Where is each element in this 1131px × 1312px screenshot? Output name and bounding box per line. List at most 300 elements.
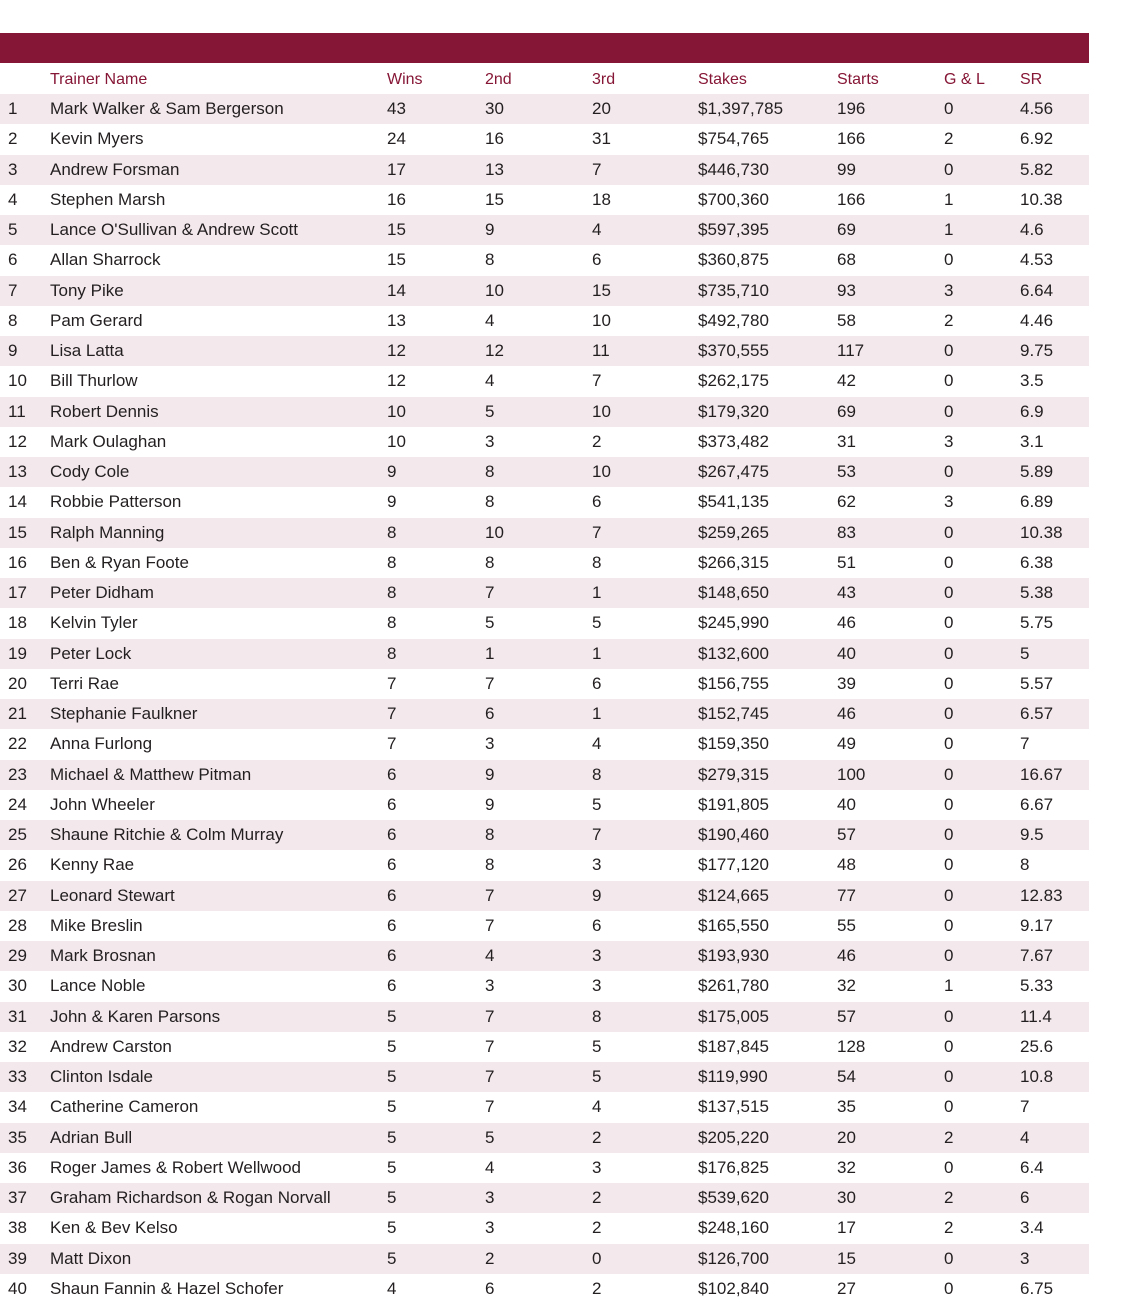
cell-wins: 7 (387, 699, 485, 729)
cell-wins: 6 (387, 760, 485, 790)
table-row (0, 94, 1089, 124)
table-row (0, 1123, 1089, 1153)
cell-wins: 24 (387, 124, 485, 154)
table-row (0, 245, 1089, 275)
cell-trainer-name: Stephanie Faulkner (50, 699, 387, 729)
cell-rank: 7 (0, 276, 50, 306)
cell-second: 3 (485, 427, 592, 457)
cell-starts: 46 (837, 941, 944, 971)
cell-starts: 68 (837, 245, 944, 275)
table-row (0, 306, 1089, 336)
cell-g-and-l: 2 (944, 1123, 1020, 1153)
cell-wins: 12 (387, 336, 485, 366)
table-row (0, 276, 1089, 306)
cell-stakes: $175,005 (698, 1002, 837, 1032)
cell-wins: 8 (387, 639, 485, 669)
cell-trainer-name: Kevin Myers (50, 124, 387, 154)
cell-starts: 57 (837, 820, 944, 850)
cell-stakes: $191,805 (698, 790, 837, 820)
cell-stakes: $492,780 (698, 306, 837, 336)
cell-trainer-name: Ralph Manning (50, 518, 387, 548)
cell-trainer-name: Michael & Matthew Pitman (50, 760, 387, 790)
cell-wins: 9 (387, 487, 485, 517)
cell-wins: 5 (387, 1213, 485, 1243)
cell-wins: 15 (387, 215, 485, 245)
cell-g-and-l: 2 (944, 306, 1020, 336)
header-second: 2nd (485, 70, 512, 88)
table-row (0, 518, 1089, 548)
cell-second: 4 (485, 366, 592, 396)
cell-stakes: $446,730 (698, 155, 837, 185)
cell-third: 4 (592, 215, 698, 245)
cell-sr: 7.67 (1020, 941, 1089, 971)
cell-g-and-l: 2 (944, 124, 1020, 154)
cell-second: 30 (485, 94, 592, 124)
cell-trainer-name: Mark Walker & Sam Bergerson (50, 94, 387, 124)
cell-sr: 25.6 (1020, 1032, 1089, 1062)
cell-trainer-name: Matt Dixon (50, 1244, 387, 1274)
cell-third: 1 (592, 578, 698, 608)
cell-second: 10 (485, 518, 592, 548)
cell-second: 15 (485, 185, 592, 215)
cell-stakes: $124,665 (698, 881, 837, 911)
cell-second: 7 (485, 1032, 592, 1062)
cell-g-and-l: 0 (944, 881, 1020, 911)
cell-starts: 77 (837, 881, 944, 911)
cell-third: 10 (592, 306, 698, 336)
cell-sr: 6.38 (1020, 548, 1089, 578)
cell-third: 6 (592, 245, 698, 275)
cell-stakes: $205,220 (698, 1123, 837, 1153)
cell-rank: 32 (0, 1032, 50, 1062)
cell-rank: 8 (0, 306, 50, 336)
cell-trainer-name: Pam Gerard (50, 306, 387, 336)
cell-stakes: $370,555 (698, 336, 837, 366)
table-row (0, 1062, 1089, 1092)
table-row (0, 1274, 1089, 1304)
cell-rank: 19 (0, 639, 50, 669)
cell-trainer-name: Andrew Forsman (50, 155, 387, 185)
cell-wins: 16 (387, 185, 485, 215)
cell-starts: 48 (837, 850, 944, 880)
cell-sr: 4.6 (1020, 215, 1089, 245)
cell-rank: 27 (0, 881, 50, 911)
cell-sr: 4 (1020, 1123, 1089, 1153)
cell-sr: 6.67 (1020, 790, 1089, 820)
cell-rank: 25 (0, 820, 50, 850)
cell-stakes: $156,755 (698, 669, 837, 699)
cell-sr: 6.64 (1020, 276, 1089, 306)
cell-sr: 9.75 (1020, 336, 1089, 366)
cell-g-and-l: 0 (944, 518, 1020, 548)
cell-wins: 6 (387, 911, 485, 941)
cell-sr: 10.38 (1020, 518, 1089, 548)
cell-third: 5 (592, 1032, 698, 1062)
cell-second: 10 (485, 276, 592, 306)
cell-wins: 6 (387, 790, 485, 820)
cell-sr: 3.4 (1020, 1213, 1089, 1243)
header-starts: Starts (837, 70, 879, 88)
cell-trainer-name: Roger James & Robert Wellwood (50, 1153, 387, 1183)
cell-second: 3 (485, 1213, 592, 1243)
cell-sr: 7 (1020, 1092, 1089, 1122)
cell-starts: 117 (837, 336, 944, 366)
cell-trainer-name: Peter Didham (50, 578, 387, 608)
table-row (0, 1153, 1089, 1183)
cell-g-and-l: 0 (944, 155, 1020, 185)
cell-g-and-l: 0 (944, 245, 1020, 275)
cell-third: 2 (592, 1213, 698, 1243)
cell-third: 15 (592, 276, 698, 306)
cell-stakes: $735,710 (698, 276, 837, 306)
cell-third: 3 (592, 850, 698, 880)
cell-g-and-l: 0 (944, 397, 1020, 427)
cell-rank: 15 (0, 518, 50, 548)
cell-trainer-name: Kenny Rae (50, 850, 387, 880)
cell-starts: 54 (837, 1062, 944, 1092)
cell-third: 5 (592, 608, 698, 638)
table-row (0, 366, 1089, 396)
cell-starts: 42 (837, 366, 944, 396)
cell-trainer-name: Anna Furlong (50, 729, 387, 759)
cell-g-and-l: 0 (944, 608, 1020, 638)
cell-wins: 5 (387, 1244, 485, 1274)
cell-stakes: $193,930 (698, 941, 837, 971)
cell-starts: 31 (837, 427, 944, 457)
cell-starts: 57 (837, 1002, 944, 1032)
cell-rank: 18 (0, 608, 50, 638)
cell-g-and-l: 0 (944, 760, 1020, 790)
cell-rank: 33 (0, 1062, 50, 1092)
cell-third: 4 (592, 1092, 698, 1122)
cell-trainer-name: Terri Rae (50, 669, 387, 699)
cell-second: 7 (485, 669, 592, 699)
cell-starts: 27 (837, 1274, 944, 1304)
cell-sr: 11.4 (1020, 1002, 1089, 1032)
cell-starts: 49 (837, 729, 944, 759)
cell-wins: 15 (387, 245, 485, 275)
cell-stakes: $700,360 (698, 185, 837, 215)
header-sr: SR (1020, 70, 1043, 88)
cell-stakes: $245,990 (698, 608, 837, 638)
table-row (0, 639, 1089, 669)
cell-rank: 20 (0, 669, 50, 699)
table-row (0, 1032, 1089, 1062)
table-row (0, 820, 1089, 850)
cell-g-and-l: 0 (944, 790, 1020, 820)
header-trainer-name: Trainer Name (50, 70, 148, 88)
cell-g-and-l: 0 (944, 1062, 1020, 1092)
cell-trainer-name: Shaune Ritchie & Colm Murray (50, 820, 387, 850)
cell-rank: 16 (0, 548, 50, 578)
table-row (0, 457, 1089, 487)
table-row (0, 729, 1089, 759)
table-title-banner (0, 33, 1089, 63)
cell-second: 3 (485, 1183, 592, 1213)
cell-g-and-l: 0 (944, 366, 1020, 396)
table-row (0, 760, 1089, 790)
cell-second: 7 (485, 1002, 592, 1032)
table-row (0, 578, 1089, 608)
cell-rank: 2 (0, 124, 50, 154)
cell-wins: 14 (387, 276, 485, 306)
cell-third: 3 (592, 941, 698, 971)
table-row (0, 850, 1089, 880)
cell-third: 10 (592, 457, 698, 487)
cell-third: 7 (592, 820, 698, 850)
cell-stakes: $262,175 (698, 366, 837, 396)
cell-trainer-name: Graham Richardson & Rogan Norvall (50, 1183, 387, 1213)
cell-second: 6 (485, 699, 592, 729)
cell-sr: 6.75 (1020, 1274, 1089, 1304)
cell-sr: 6.57 (1020, 699, 1089, 729)
cell-trainer-name: Mark Brosnan (50, 941, 387, 971)
cell-g-and-l: 0 (944, 1274, 1020, 1304)
cell-second: 7 (485, 881, 592, 911)
cell-second: 3 (485, 729, 592, 759)
cell-sr: 5.75 (1020, 608, 1089, 638)
cell-starts: 46 (837, 699, 944, 729)
cell-trainer-name: Peter Lock (50, 639, 387, 669)
cell-wins: 5 (387, 1002, 485, 1032)
cell-wins: 10 (387, 397, 485, 427)
cell-rank: 23 (0, 760, 50, 790)
table-row (0, 1183, 1089, 1213)
cell-wins: 9 (387, 457, 485, 487)
cell-rank: 36 (0, 1153, 50, 1183)
cell-stakes: $179,320 (698, 397, 837, 427)
cell-trainer-name: Lance Noble (50, 971, 387, 1001)
cell-g-and-l: 0 (944, 1002, 1020, 1032)
cell-sr: 3.1 (1020, 427, 1089, 457)
cell-second: 7 (485, 911, 592, 941)
cell-stakes: $597,395 (698, 215, 837, 245)
cell-starts: 83 (837, 518, 944, 548)
cell-starts: 58 (837, 306, 944, 336)
table-row (0, 427, 1089, 457)
cell-rank: 31 (0, 1002, 50, 1032)
cell-sr: 12.83 (1020, 881, 1089, 911)
cell-rank: 38 (0, 1213, 50, 1243)
cell-rank: 11 (0, 397, 50, 427)
cell-sr: 4.46 (1020, 306, 1089, 336)
cell-third: 6 (592, 669, 698, 699)
cell-g-and-l: 0 (944, 1032, 1020, 1062)
cell-stakes: $248,160 (698, 1213, 837, 1243)
table-row (0, 155, 1089, 185)
cell-sr: 4.53 (1020, 245, 1089, 275)
cell-third: 2 (592, 1183, 698, 1213)
cell-wins: 6 (387, 941, 485, 971)
cell-second: 6 (485, 1274, 592, 1304)
cell-trainer-name: Adrian Bull (50, 1123, 387, 1153)
header-stakes: Stakes (698, 70, 747, 88)
table-row (0, 881, 1089, 911)
cell-sr: 5.82 (1020, 155, 1089, 185)
cell-second: 9 (485, 790, 592, 820)
cell-third: 9 (592, 881, 698, 911)
cell-third: 18 (592, 185, 698, 215)
cell-wins: 5 (387, 1062, 485, 1092)
cell-sr: 3.5 (1020, 366, 1089, 396)
cell-g-and-l: 0 (944, 548, 1020, 578)
cell-second: 8 (485, 457, 592, 487)
cell-g-and-l: 1 (944, 971, 1020, 1001)
cell-starts: 17 (837, 1213, 944, 1243)
header-row (0, 63, 1089, 94)
header-third: 3rd (592, 70, 616, 88)
cell-rank: 37 (0, 1183, 50, 1213)
cell-wins: 5 (387, 1153, 485, 1183)
cell-stakes: $119,990 (698, 1062, 837, 1092)
cell-g-and-l: 2 (944, 1213, 1020, 1243)
cell-wins: 7 (387, 669, 485, 699)
cell-g-and-l: 0 (944, 699, 1020, 729)
cell-third: 8 (592, 760, 698, 790)
cell-trainer-name: Robbie Patterson (50, 487, 387, 517)
table-row (0, 487, 1089, 517)
cell-third: 6 (592, 487, 698, 517)
cell-trainer-name: John & Karen Parsons (50, 1002, 387, 1032)
cell-wins: 12 (387, 366, 485, 396)
cell-trainer-name: Mike Breslin (50, 911, 387, 941)
cell-stakes: $1,397,785 (698, 94, 837, 124)
cell-starts: 166 (837, 124, 944, 154)
cell-g-and-l: 0 (944, 94, 1020, 124)
cell-third: 5 (592, 1062, 698, 1092)
cell-wins: 5 (387, 1092, 485, 1122)
cell-starts: 40 (837, 790, 944, 820)
cell-third: 1 (592, 699, 698, 729)
cell-second: 9 (485, 215, 592, 245)
cell-g-and-l: 0 (944, 850, 1020, 880)
cell-second: 2 (485, 1244, 592, 1274)
cell-starts: 39 (837, 669, 944, 699)
cell-second: 8 (485, 245, 592, 275)
cell-third: 4 (592, 729, 698, 759)
cell-trainer-name: Bill Thurlow (50, 366, 387, 396)
cell-second: 5 (485, 1123, 592, 1153)
cell-rank: 17 (0, 578, 50, 608)
cell-second: 7 (485, 1062, 592, 1092)
cell-wins: 10 (387, 427, 485, 457)
cell-rank: 9 (0, 336, 50, 366)
table-row (0, 669, 1089, 699)
cell-g-and-l: 0 (944, 336, 1020, 366)
cell-g-and-l: 3 (944, 276, 1020, 306)
cell-g-and-l: 0 (944, 578, 1020, 608)
cell-sr: 9.17 (1020, 911, 1089, 941)
cell-third: 1 (592, 639, 698, 669)
cell-sr: 5.38 (1020, 578, 1089, 608)
cell-stakes: $373,482 (698, 427, 837, 457)
cell-trainer-name: Catherine Cameron (50, 1092, 387, 1122)
cell-rank: 1 (0, 94, 50, 124)
cell-second: 8 (485, 548, 592, 578)
table-row (0, 790, 1089, 820)
cell-g-and-l: 2 (944, 1183, 1020, 1213)
cell-wins: 8 (387, 608, 485, 638)
cell-starts: 32 (837, 1153, 944, 1183)
table-row (0, 1002, 1089, 1032)
cell-third: 7 (592, 155, 698, 185)
table-row (0, 971, 1089, 1001)
table-row (0, 1213, 1089, 1243)
cell-wins: 5 (387, 1032, 485, 1062)
cell-sr: 3 (1020, 1244, 1089, 1274)
cell-second: 12 (485, 336, 592, 366)
cell-stakes: $177,120 (698, 850, 837, 880)
cell-sr: 6 (1020, 1183, 1089, 1213)
cell-third: 0 (592, 1244, 698, 1274)
cell-g-and-l: 0 (944, 1244, 1020, 1274)
cell-rank: 12 (0, 427, 50, 457)
cell-wins: 5 (387, 1123, 485, 1153)
cell-starts: 15 (837, 1244, 944, 1274)
cell-rank: 4 (0, 185, 50, 215)
cell-starts: 40 (837, 639, 944, 669)
cell-sr: 5.89 (1020, 457, 1089, 487)
cell-wins: 4 (387, 1274, 485, 1304)
cell-starts: 166 (837, 185, 944, 215)
cell-sr: 6.4 (1020, 1153, 1089, 1183)
cell-starts: 55 (837, 911, 944, 941)
cell-second: 13 (485, 155, 592, 185)
cell-trainer-name: Lance O'Sullivan & Andrew Scott (50, 215, 387, 245)
cell-sr: 8 (1020, 850, 1089, 880)
cell-starts: 32 (837, 971, 944, 1001)
cell-third: 7 (592, 366, 698, 396)
cell-trainer-name: Cody Cole (50, 457, 387, 487)
cell-stakes: $360,875 (698, 245, 837, 275)
cell-third: 10 (592, 397, 698, 427)
table-row (0, 397, 1089, 427)
cell-starts: 46 (837, 608, 944, 638)
cell-rank: 26 (0, 850, 50, 880)
cell-g-and-l: 0 (944, 1092, 1020, 1122)
table-row (0, 215, 1089, 245)
cell-stakes: $266,315 (698, 548, 837, 578)
cell-rank: 30 (0, 971, 50, 1001)
cell-stakes: $261,780 (698, 971, 837, 1001)
cell-g-and-l: 0 (944, 1153, 1020, 1183)
cell-second: 3 (485, 971, 592, 1001)
cell-g-and-l: 0 (944, 941, 1020, 971)
cell-trainer-name: Allan Sharrock (50, 245, 387, 275)
cell-rank: 21 (0, 699, 50, 729)
header-wins: Wins (387, 70, 423, 88)
cell-g-and-l: 3 (944, 427, 1020, 457)
cell-trainer-name: Andrew Carston (50, 1032, 387, 1062)
cell-rank: 3 (0, 155, 50, 185)
cell-g-and-l: 0 (944, 457, 1020, 487)
cell-trainer-name: Shaun Fannin & Hazel Schofer (50, 1274, 387, 1304)
cell-rank: 40 (0, 1274, 50, 1304)
header-rank (0, 63, 50, 94)
cell-wins: 6 (387, 881, 485, 911)
cell-starts: 69 (837, 215, 944, 245)
cell-g-and-l: 0 (944, 820, 1020, 850)
cell-second: 7 (485, 578, 592, 608)
cell-stakes: $132,600 (698, 639, 837, 669)
trainer-standings-table (0, 63, 1089, 1304)
cell-third: 3 (592, 971, 698, 1001)
cell-second: 4 (485, 941, 592, 971)
cell-sr: 5.57 (1020, 669, 1089, 699)
cell-sr: 7 (1020, 729, 1089, 759)
cell-stakes: $279,315 (698, 760, 837, 790)
cell-rank: 22 (0, 729, 50, 759)
